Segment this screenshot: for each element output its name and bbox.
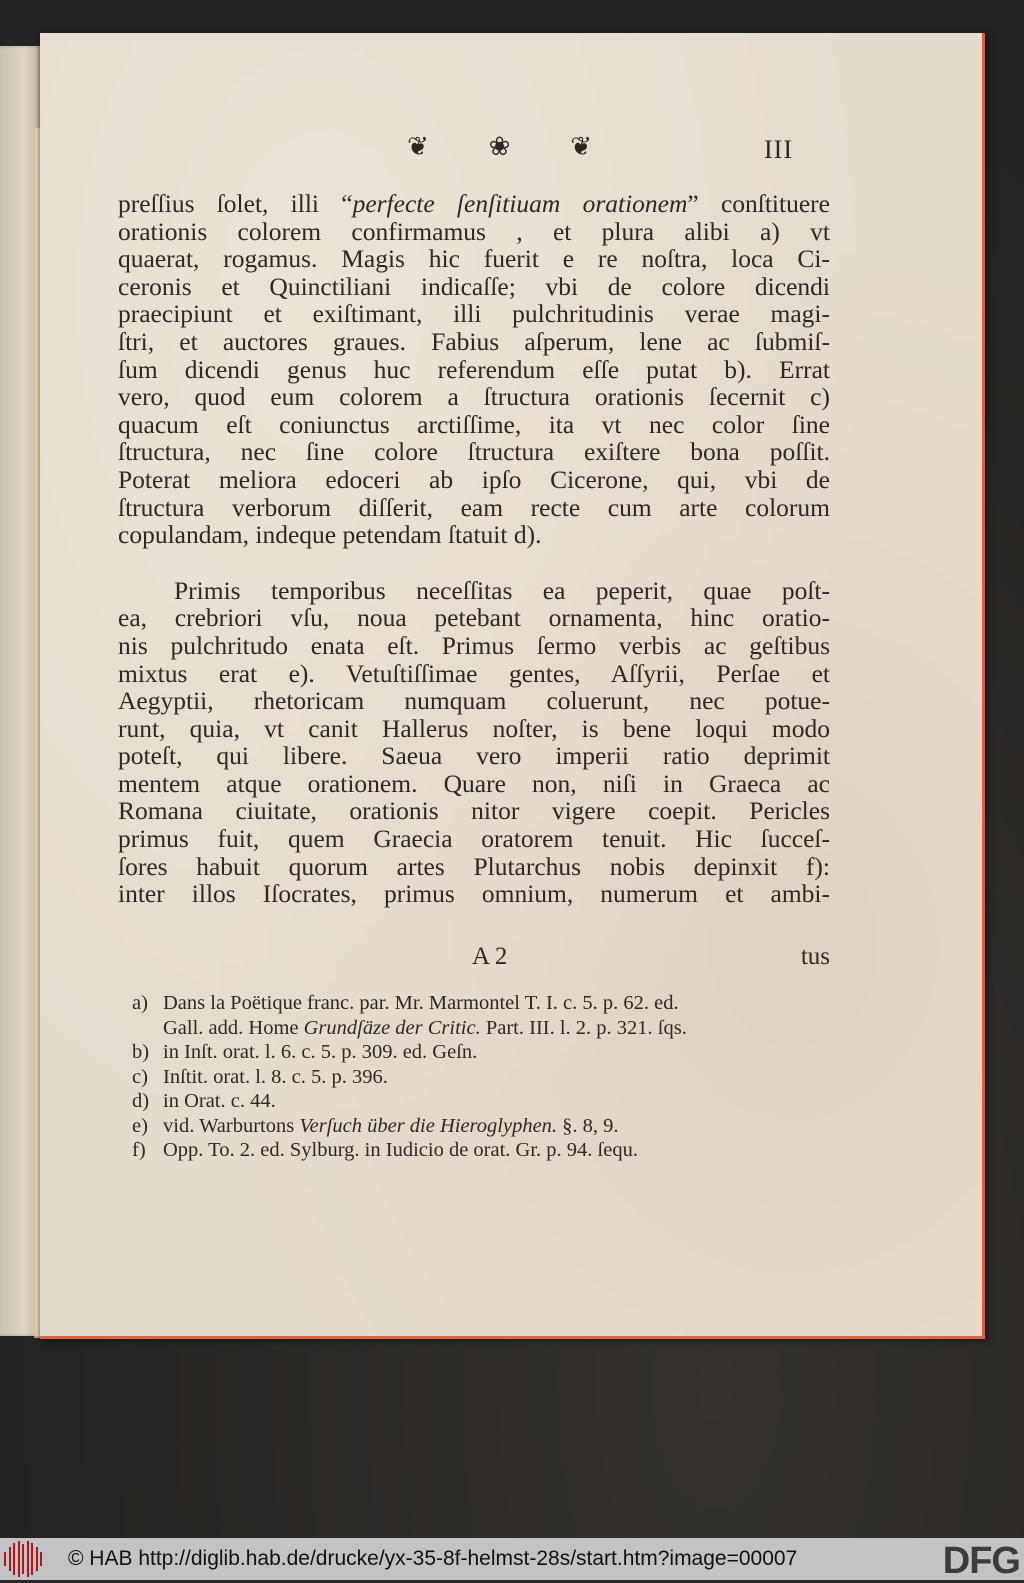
text-run: ” conſtituere xyxy=(687,189,830,218)
text-run: ſtructura, nec ſine colore ſtructura exiſtere bona poſſit. xyxy=(118,437,830,467)
italic-text: perfecte ſenſitiuam orationem xyxy=(352,189,688,218)
hab-logo-icon xyxy=(4,1541,42,1577)
text-line xyxy=(118,438,830,466)
text-line xyxy=(118,383,830,411)
text-line xyxy=(118,411,830,439)
text-line xyxy=(118,300,830,328)
paragraph xyxy=(118,577,830,908)
footnote xyxy=(132,991,832,1040)
text-line xyxy=(118,218,830,246)
text-run: quacum eſt coniunctus arctiſſime, ita vt nec color ſine xyxy=(118,409,830,439)
text-run: poteſt, qui libere. Saeua vero imperii ratio deprimit xyxy=(118,741,830,771)
scroll-ornament-icon: ❦ xyxy=(407,132,429,161)
dfg-logo: DFG xyxy=(942,1540,1020,1582)
footnote xyxy=(132,1089,832,1114)
text-line xyxy=(118,825,830,853)
footer-bar xyxy=(0,1538,1024,1580)
text-run: preſſius ſolet, illi “ xyxy=(118,189,353,218)
text-line xyxy=(118,245,830,273)
footnote-text xyxy=(163,1040,832,1065)
text-run: Romana ciuitate, orationis nitor vigere coepit. Pericles xyxy=(118,796,830,826)
text-run: Gall. add. Home xyxy=(163,1016,304,1039)
text-run: Opp. To. 2. ed. Sylburg. in Iudicio de orat. Gr. p. 94. ſequ. xyxy=(163,1139,638,1161)
text-line xyxy=(118,770,830,798)
footnote-text xyxy=(163,1065,832,1090)
footnote-key: b) xyxy=(132,1041,150,1063)
footnote-text xyxy=(163,1138,832,1163)
text-run: primus fuit, quem Graecia oratorem tenuit. Hic ſucceſ- xyxy=(118,824,830,854)
footnote-text xyxy=(163,1114,832,1139)
text-line xyxy=(118,604,830,632)
text-line xyxy=(118,632,830,660)
footnote-continuation xyxy=(132,1016,832,1041)
text-line xyxy=(118,273,830,301)
footnote-key: f) xyxy=(132,1139,146,1161)
footnote xyxy=(132,1065,832,1090)
text-line xyxy=(118,880,830,908)
italic-text: Verſuch über die Hieroglyphen. xyxy=(299,1114,558,1137)
text-run: ſtri, et auctores graues. Fabius aſperum, lene ac ſubmiſ- xyxy=(118,326,830,356)
book-page xyxy=(40,33,985,1339)
text-run: in Orat. c. 44. xyxy=(163,1090,276,1112)
text-line xyxy=(118,356,830,384)
text-run: quaerat, rogamus. Magis hic fuerit e re noſtra, loca Ci- xyxy=(118,244,830,274)
text-line xyxy=(118,660,830,688)
shell-ornament-icon: ❀ xyxy=(488,132,511,161)
text-run: mixtus erat e). Vetuſtiſſimae gentes, Aſſyrii, Perſae et xyxy=(118,658,830,688)
text-run: ſtructura verborum diſſerit, eam recte cum arte colorum xyxy=(118,492,830,522)
footnote-text xyxy=(163,991,832,1016)
text-run: Inſtit. orat. l. 8. c. 5. p. 396. xyxy=(163,1065,388,1088)
text-run: ea, crebriori vſu, noua petebant ornamenta, hinc oratio- xyxy=(118,603,830,633)
text-line xyxy=(118,190,830,218)
text-line xyxy=(118,742,830,770)
page-header xyxy=(40,133,982,163)
text-run: copulandam, indeque petendam ſtatuit d). xyxy=(118,520,542,550)
text-line xyxy=(118,521,830,549)
header-ornament xyxy=(407,133,592,161)
text-run: Dans la Poëtique franc. par. Mr. Marmontel T. I. c. 5. p. 62. ed. xyxy=(163,992,679,1014)
footnote xyxy=(132,1114,832,1139)
text-run: vid. Warburtons xyxy=(163,1114,300,1137)
text-run: praecipiunt et exiſtimant, illi pulchritudinis verae magi- xyxy=(118,299,830,329)
text-run: orationis colorem confirmamus , et plura alibi a) vt xyxy=(118,216,830,246)
page-number: III xyxy=(764,135,793,164)
signature-mark: A 2 xyxy=(472,943,508,970)
text-run: ſum dicendi genus huc referendum eſſe putat b). Errat xyxy=(118,354,830,384)
text-run: inter illos Iſocrates, primus omnium, numerum et ambi- xyxy=(118,879,830,909)
signature-line xyxy=(118,943,830,973)
text-line xyxy=(118,577,830,605)
italic-text: Grundſäze der Critic. xyxy=(303,1016,481,1039)
footnote-key: d) xyxy=(132,1090,150,1112)
text-run: nis pulchritudo enata eſt. Primus ſermo verbis ac geſtibus xyxy=(118,630,830,660)
footnote-key: a) xyxy=(132,992,148,1014)
text-run: §. 8, 9. xyxy=(557,1114,619,1137)
text-run: vero, quod eum colorem a ſtructura orationis ſecernit c) xyxy=(118,382,830,412)
text-line xyxy=(118,328,830,356)
paragraph xyxy=(118,190,830,549)
scroll-ornament-icon: ❦ xyxy=(570,132,592,161)
text-line xyxy=(118,494,830,522)
text-run: ſores habuit quorum artes Plutarchus nobis depinxit f): xyxy=(118,851,830,881)
footnote xyxy=(132,1138,832,1163)
text-run: ceronis et Quinctiliani indicaſſe; vbi de colore dicendi xyxy=(118,271,830,301)
text-line xyxy=(118,797,830,825)
footnote-text xyxy=(163,1089,832,1114)
text-run: Aegyptii, rhetoricam numquam coluerunt, nec potue- xyxy=(118,686,830,716)
footnote xyxy=(132,1040,832,1065)
text-run: in Inſt. orat. l. 6. c. 5. p. 309. ed. Geſn. xyxy=(163,1041,478,1063)
footnotes xyxy=(132,991,832,1163)
catchword: tus xyxy=(800,943,830,970)
text-run: Part. III. l. 2. p. 321. ſqs. xyxy=(480,1016,687,1039)
text-line xyxy=(118,715,830,743)
text-run: Poterat meliora edoceri ab ipſo Cicerone, qui, vbi de xyxy=(118,464,830,494)
body-text xyxy=(118,190,830,908)
paragraph-gap xyxy=(118,549,830,577)
text-line xyxy=(118,853,830,881)
text-run: runt, quia, vt canit Hallerus noſter, is bene loqui modo xyxy=(118,713,830,743)
text-line xyxy=(118,687,830,715)
footnote-key: e) xyxy=(132,1114,148,1137)
copyright-url[interactable]: © HAB http://diglib.hab.de/drucke/yx-35-8f-helmst-28s/start.htm?image=00007 xyxy=(68,1547,798,1570)
footnote-key: c) xyxy=(132,1065,148,1088)
text-run: Primis temporibus neceſſitas ea peperit, quae poſt- xyxy=(174,575,830,605)
text-line xyxy=(118,466,830,494)
text-run: mentem atque orationem. Quare non, niſi in Graeca ac xyxy=(118,768,830,798)
